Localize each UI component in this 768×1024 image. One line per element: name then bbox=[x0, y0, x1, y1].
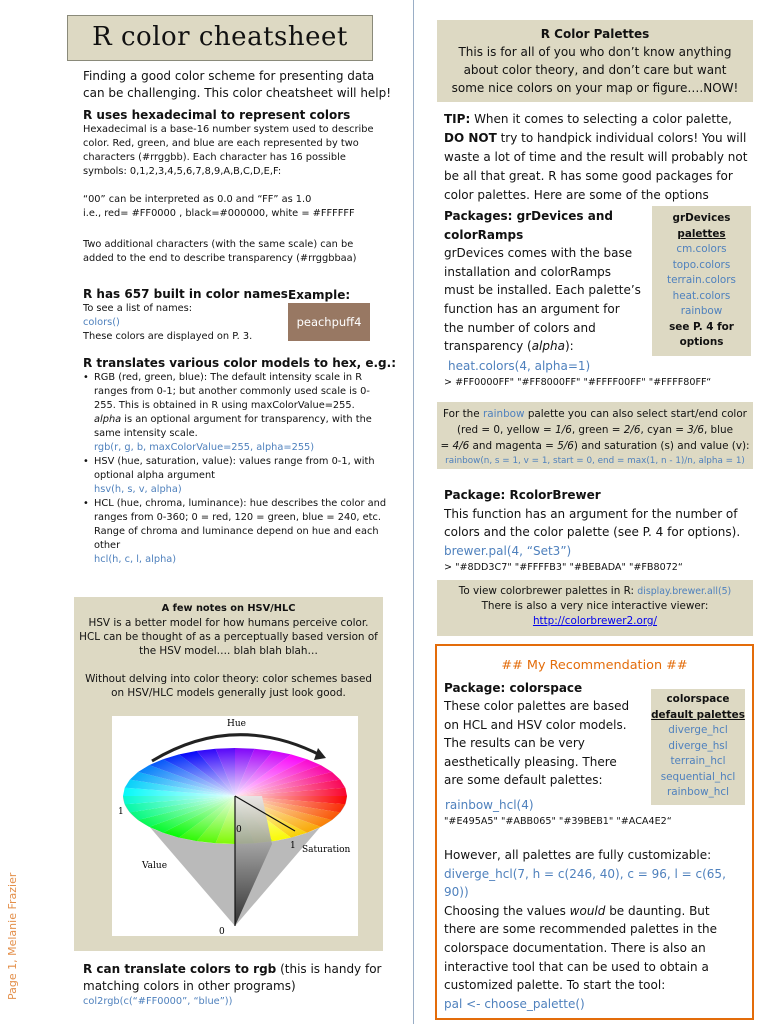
tip-label: TIP: bbox=[444, 112, 471, 126]
grdevices-text: ): bbox=[564, 339, 574, 354]
hex-interp: i.e., red= #FF0000 , black=#000000, white = #FFFFFF bbox=[83, 208, 355, 219]
page-title: R color cheatsheet bbox=[92, 22, 348, 52]
customize-text: Choosing the values bbox=[444, 903, 570, 918]
colorspace-line: aesthetically pleasing. There bbox=[444, 754, 617, 769]
heat-colors-output: > #FF0000FF" "#FF8000FF" "#FFFF00FF" "#FFFF80FF“ bbox=[444, 377, 712, 388]
grdevices-box-title: grDevices bbox=[672, 212, 731, 224]
grdevices-line: grDevices comes with the base bbox=[444, 246, 633, 261]
tip-line bbox=[444, 129, 760, 148]
colorbrewer-text: To view colorbrewer palettes in R: bbox=[458, 585, 638, 597]
rainbow-text: palette you can also select start/end color bbox=[524, 408, 747, 420]
grdevices-box-note: see P. 4 for bbox=[669, 320, 734, 333]
palette-diverge-hcl: diverge_hcl bbox=[668, 724, 728, 736]
hcl-line: Range of chroma and luminance depend on hue and each bbox=[94, 526, 379, 537]
colorspace-box-title: colorspace bbox=[666, 693, 730, 705]
rainbow-hcl-code: rainbow_hcl(4) bbox=[445, 798, 534, 812]
value-label: Value bbox=[142, 861, 168, 871]
to-rgb-line bbox=[83, 961, 403, 978]
colorspace-line: The results can be very bbox=[444, 736, 585, 751]
rgb-line: 255. This is obtained in R using maxColorValue=255. bbox=[94, 400, 355, 411]
rgb-line bbox=[94, 413, 403, 427]
rainbow-text: (red = 0, yellow = bbox=[456, 424, 556, 436]
palette-topo-colors: topo.colors bbox=[672, 258, 731, 271]
customize-line: interactive tool that can be used to obtain a bbox=[444, 959, 709, 974]
grdevices-heading: colorRamps bbox=[444, 227, 524, 242]
names-displayed: These colors are displayed on P. 3. bbox=[83, 331, 253, 342]
hsv-item bbox=[83, 455, 403, 497]
rainbow-text: , green = bbox=[571, 424, 624, 436]
page-author-label: Page 1, Melanie Frazier bbox=[6, 872, 19, 1000]
rainbow-text: , blue bbox=[703, 424, 734, 436]
rgb-code: rgb(r, g, b, maxColorValue=255, alpha=255) bbox=[94, 442, 315, 453]
rgb-line-rest: is an optional argument for transparency, with the bbox=[121, 414, 372, 425]
display-brewer-code: display.brewer.all(5) bbox=[637, 586, 732, 597]
rainbow-text: ) and saturation (s) and value (v): bbox=[573, 440, 750, 452]
customize-line: colorspace documentation. There is also an bbox=[444, 940, 706, 955]
rainbow-hcl-output: "#E495A5" "#ABB065" "#39BEB1" "#ACA4E2“ bbox=[444, 816, 672, 827]
names-section bbox=[83, 286, 293, 344]
tip-line: be all that great. R has some good packages for bbox=[444, 169, 733, 183]
hue-label: Hue bbox=[227, 719, 246, 729]
palettes-line: about color theory, and don’t care but want bbox=[463, 63, 727, 77]
saturation-one-label: 1 bbox=[290, 841, 296, 851]
peachpuff4-swatch: peachpuff4 bbox=[288, 303, 370, 341]
rainbow-line bbox=[437, 406, 753, 422]
hcl-line: • HCL (hue, chroma, luminance): hue describes the color and bbox=[94, 498, 387, 509]
rgb-item bbox=[83, 371, 403, 455]
colorbrewer-link[interactable]: http://colorbrewer2.org/ bbox=[532, 615, 658, 627]
recommendation-heading: ## My Recommendation ## bbox=[501, 658, 688, 673]
brewer-section bbox=[444, 486, 760, 575]
rainbow-text: For the bbox=[443, 408, 483, 420]
hex-heading: R uses hexadecimal to represent colors bbox=[83, 108, 351, 122]
tip-section bbox=[444, 110, 760, 205]
alpha-term: alpha bbox=[94, 414, 122, 425]
hsv-notes-heading: A few notes on HSV/HLC bbox=[161, 603, 296, 614]
grdevices-line: installation and colorRamps bbox=[444, 264, 611, 279]
colorbrewer-line bbox=[437, 584, 753, 599]
palettes-line: some nice colors on your map or figure….NOW! bbox=[451, 81, 739, 95]
intro-line: can be challenging. This color cheatsheet will help! bbox=[83, 86, 392, 100]
hsv-note: on HSV/HLC models generally just look good. bbox=[111, 687, 346, 699]
grdevices-line: must be installed. Each palette’s bbox=[444, 283, 641, 298]
rainbow-fraction: 2/6 bbox=[623, 424, 641, 436]
saturation-zero-label: 0 bbox=[236, 825, 242, 835]
saturation-label: Saturation bbox=[302, 845, 351, 855]
to-rgb-section bbox=[83, 961, 403, 1009]
colorspace-line: on HCL and HSV color models. bbox=[444, 717, 627, 732]
colorbrewer-text: There is also a very nice interactive viewer: bbox=[481, 600, 709, 612]
grdevices-line: function has an argument for bbox=[444, 301, 620, 316]
palette-terrain-hcl: terrain_hcl bbox=[670, 755, 726, 767]
hex-interp: “00” can be interpreted as 0.0 and “FF” as 1.0 bbox=[83, 194, 312, 205]
tip-line: waste a lot of time and the result will probably not bbox=[444, 150, 748, 164]
rainbow-text: , cyan = bbox=[640, 424, 688, 436]
customize-section bbox=[444, 846, 754, 1013]
hcl-item bbox=[83, 497, 403, 567]
models-heading: R translates various color models to hex, e.g.: bbox=[83, 356, 397, 370]
hex-line: symbols: 0,1,2,3,4,5,6,7,8,9,A,B,C,D,E,F: bbox=[83, 166, 282, 177]
hsv-line: optional alpha argument bbox=[94, 470, 215, 481]
alpha-term: alpha bbox=[531, 339, 565, 354]
colorspace-palettes-box bbox=[651, 689, 745, 805]
choose-palette-code: pal <- choose_palette() bbox=[444, 996, 585, 1011]
brewer-line: colors and the color palette (see P. 4 for options). bbox=[444, 525, 741, 540]
hsv-note: HSV is a better model for how humans perceive color. bbox=[88, 617, 369, 629]
rgb-line: • RGB (red, green, blue): The default intensity scale in R bbox=[94, 372, 362, 383]
column-divider bbox=[413, 0, 414, 1024]
hex-transp: added to the end to describe transparency (#rrggbbaa) bbox=[83, 253, 357, 264]
diverge-hcl-code: diverge_hcl(7, h = c(246, 40), c = 96, l = c(65, 90)) bbox=[444, 866, 726, 900]
colorspace-line: are some default palettes: bbox=[444, 773, 603, 788]
rainbow-line bbox=[437, 438, 753, 454]
rainbow-term: rainbow bbox=[482, 408, 525, 420]
tip-line: color palettes. Here are some of the options bbox=[444, 188, 709, 202]
grdevices-section bbox=[444, 207, 649, 356]
rainbow-text: = bbox=[440, 440, 453, 452]
hsv-note: HCL can be thought of as a perceptually based version of bbox=[79, 631, 378, 643]
rainbow-line bbox=[437, 422, 753, 438]
rainbow-code: rainbow(n, s = 1, v = 1, start = 0, end = max(1, n - 1)/n, alpha = 1) bbox=[445, 456, 745, 466]
grdevices-box-note: options bbox=[679, 336, 724, 348]
hsv-cone-diagram bbox=[112, 716, 358, 936]
to-rgb-rest: (this is handy for bbox=[276, 962, 382, 976]
brewer-output: > "#8DD3C7" "#FFFFB3" "#BEBADA" "#FB8072“ bbox=[444, 562, 683, 574]
rainbow-fraction: 4/6 bbox=[452, 440, 470, 452]
hex-section bbox=[83, 107, 403, 266]
grdevices-heading: Packages: grDevices and bbox=[444, 209, 613, 223]
colorspace-box-title: default palettes bbox=[651, 708, 745, 721]
rainbow-fraction: 5/6 bbox=[557, 440, 574, 452]
names-see: To see a list of names: bbox=[83, 303, 193, 314]
col2rgb-code: col2rgb(c(“#FF0000”, “blue”)) bbox=[83, 996, 233, 1007]
grdevices-line bbox=[444, 337, 649, 356]
intro bbox=[83, 68, 403, 102]
tip-line bbox=[444, 110, 760, 129]
palette-rainbow: rainbow bbox=[680, 305, 723, 317]
hcl-code: hcl(h, c, l, alpha) bbox=[94, 554, 177, 565]
value-zero-label: 0 bbox=[219, 927, 225, 936]
heat-colors-code: heat.colors(4, alpha=1) bbox=[448, 359, 591, 373]
models-section bbox=[83, 355, 403, 567]
rainbow-text: and magenta = bbox=[469, 440, 558, 452]
tip-do-not: DO NOT bbox=[444, 131, 497, 145]
palettes-line: This is for all of you who don’t know anything bbox=[458, 45, 732, 59]
palettes-heading: R Color Palettes bbox=[540, 27, 650, 41]
hsv-cone-svg bbox=[112, 716, 358, 936]
customize-line bbox=[444, 902, 754, 921]
rainbow-box bbox=[437, 402, 753, 469]
hsv-line: • HSV (hue, saturation, value): values range from 0-1, with bbox=[94, 456, 375, 467]
tip-text: When it comes to selecting a color palette, bbox=[470, 112, 732, 126]
brewer-pal-code: brewer.pal(4, “Set3”) bbox=[444, 543, 572, 558]
hex-transp: Two additional characters (with the same scale) can be bbox=[83, 239, 354, 250]
colors-code: colors() bbox=[83, 317, 120, 328]
hex-line: characters (#rrggbb). Each character has 16 possible bbox=[83, 152, 346, 163]
hsv-note: Without delving into color theory: color schemes based bbox=[85, 673, 372, 685]
to-rgb-heading: R can translate colors to rgb bbox=[83, 962, 277, 976]
to-rgb-rest: matching colors in other programs) bbox=[83, 979, 296, 993]
rainbow-fraction: 3/6 bbox=[687, 424, 704, 436]
grdevices-box-title: palettes bbox=[677, 227, 726, 240]
palette-terrain-colors: terrain.colors bbox=[667, 274, 736, 286]
rainbow-fraction: 1/6 bbox=[555, 424, 572, 436]
palette-rainbow-hcl: rainbow_hcl bbox=[667, 786, 729, 798]
rgb-line: same intensity scale. bbox=[94, 428, 198, 439]
palette-heat-colors: heat.colors bbox=[672, 289, 731, 302]
colorspace-line: These color palettes are based bbox=[444, 699, 630, 714]
grdevices-line: the number of colors and bbox=[444, 320, 596, 335]
rgb-line: ranges from 0-1; but another commonly used scale is 0- bbox=[94, 386, 370, 397]
customize-emphasis: would bbox=[569, 903, 606, 918]
hex-line: color. Red, green, and blue are each represented by two bbox=[83, 138, 359, 149]
colorbrewer-box bbox=[437, 580, 753, 636]
brewer-line: This function has an argument for the number of bbox=[444, 506, 738, 521]
example-label: Example: bbox=[288, 288, 351, 302]
intro-line: Finding a good color scheme for presenting data bbox=[83, 69, 375, 83]
names-heading: R has 657 built in color names bbox=[83, 287, 288, 301]
customize-line: there are some recommended palettes in the bbox=[444, 922, 718, 937]
grdevices-text: transparency ( bbox=[444, 339, 532, 354]
palette-diverge-hsl: diverge_hsl bbox=[668, 739, 728, 752]
customize-text: be daunting. But bbox=[605, 903, 710, 918]
value-one-label: 1 bbox=[118, 807, 124, 817]
brewer-heading: Package: RcolorBrewer bbox=[444, 488, 601, 502]
hcl-line: ranges from 0-360; 0 = red, 120 = green, blue = 240, etc. bbox=[94, 512, 382, 523]
hex-line: Hexadecimal is a base-16 number system used to describe bbox=[83, 124, 374, 135]
hcl-line: other bbox=[94, 540, 121, 551]
tip-text: try to handpick individual colors! You will bbox=[496, 131, 747, 145]
palette-cm-colors: cm.colors bbox=[676, 243, 727, 255]
palettes-box bbox=[437, 20, 753, 102]
title-box bbox=[67, 15, 373, 61]
customize-line: However, all palettes are fully customizable: bbox=[444, 848, 712, 862]
customize-line: customized palette. To start the tool: bbox=[444, 978, 666, 993]
colorspace-section bbox=[444, 679, 654, 789]
hsv-code: hsv(h, s, v, alpha) bbox=[94, 484, 182, 495]
colorspace-heading: Package: colorspace bbox=[444, 681, 583, 695]
hsv-note: the HSV model…. blah blah blah… bbox=[139, 645, 318, 657]
palette-sequential-hcl: sequential_hcl bbox=[660, 770, 736, 783]
grdevices-palettes-box bbox=[652, 206, 751, 356]
